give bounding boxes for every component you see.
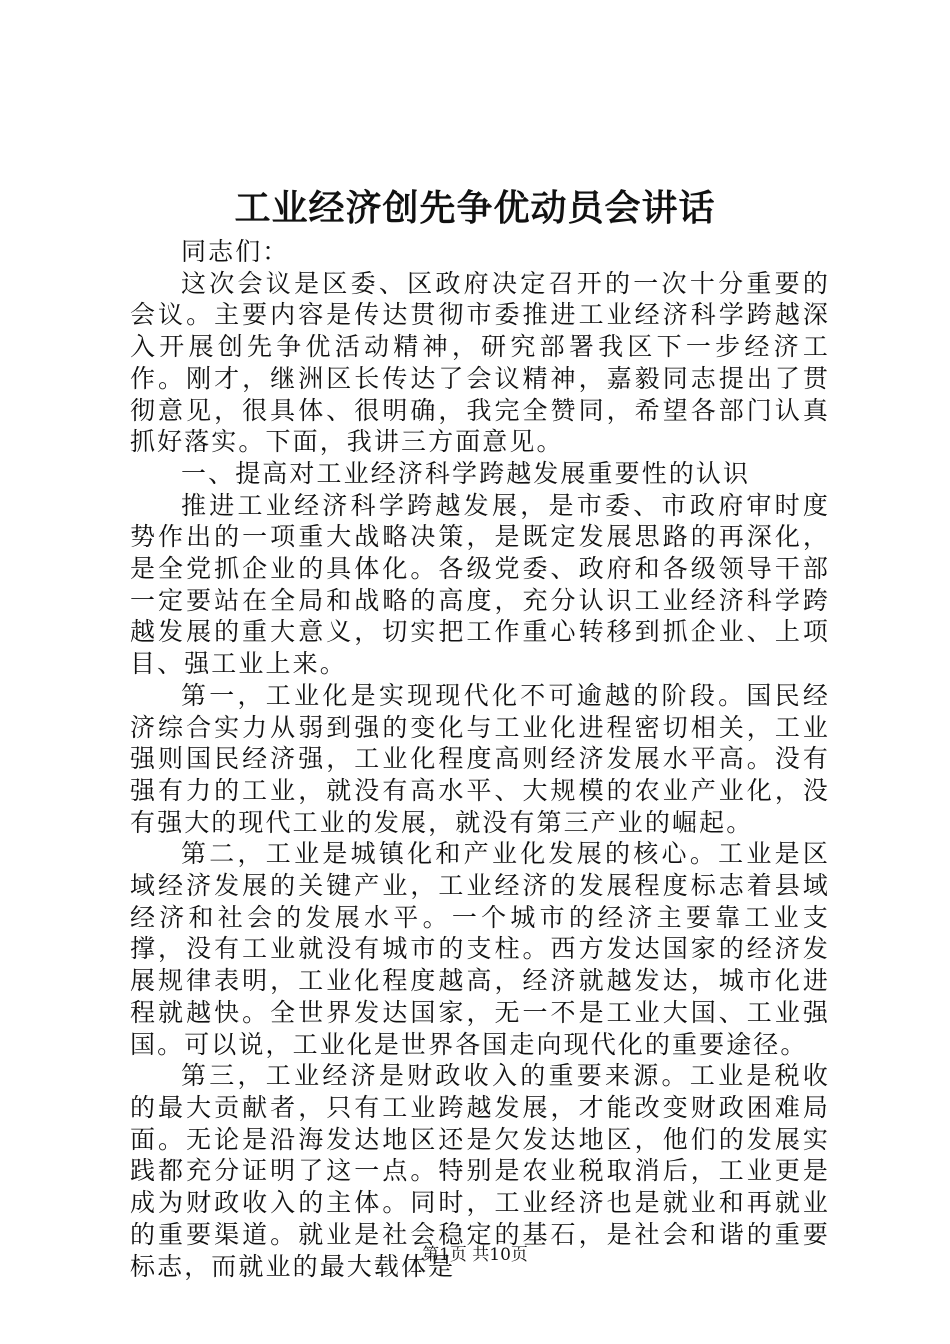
- document-title: 工业经济创先争优动员会讲话: [234, 187, 716, 229]
- salutation-paragraph: 同志们：: [181, 237, 290, 266]
- section-heading: 一、提高对工业经济科学跨越发展重要性的认识: [181, 458, 751, 488]
- page-footer: 第1页 共10页: [422, 1245, 528, 1265]
- body-paragraph: 推进工业经济科学跨越发展，是市委、市政府审时度势作出的一项重大战略决策，是既定发展思路的再深化，是全党抓企业的具体化。各级党委、政府和各级领导干部一定要站在全局和战略的高度，充分认识工业经济科学跨越发展的重大意义，切实把工作重心转移到抓企业、上项目、强工业上来。: [130, 490, 830, 679]
- document-body: [130, 236, 830, 1282]
- intro-paragraph: 这次会议是区委、区政府决定召开的一次十分重要的会议。主要内容是传达贯彻市委推进工业经济科学跨越深入开展创先争优活动精神，研究部署我区下一步经济工作。刚才，继洲区长传达了会议精神，嘉毅同志提出了贯彻意见，很具体、很明确，我完全赞同，希望各部门认真抓好落实。下面，我讲三方面意见。: [130, 268, 830, 457]
- body-paragraph: 第一，工业化是实现现代化不可逾越的阶段。国民经济综合实力从弱到强的变化与工业化进程密切相关，工业强则国民经济强，工业化程度高则经济发展水平高。没有强有力的工业，就没有高水平、大规模的农业产业化，没有强大的现代工业的发展，就没有第三产业的崛起。: [130, 680, 830, 837]
- body-paragraph: 第三，工业经济是财政收入的重要来源。工业是税收的最大贡献者，只有工业跨越发展，才能改变财政困难局面。无论是沿海发达地区还是欠发达地区，他们的发展实践都充分证明了这一点。特别是农业税取消后，工业更是成为财政收入的主体。同时，工业经济也是就业和再就业的重要渠道。就业是社会稳定的基石，是社会和谐的重要标志，而就业的最大载体是: [130, 1061, 830, 1281]
- body-paragraph: 第二，工业是城镇化和产业化发展的核心。工业是区域经济发展的关键产业，工业经济的发展程度标志着县域经济和社会的发展水平。一个城市的经济主要靠工业支撑，没有工业就没有城市的支柱。西方发达国家的经济发展规律表明，工业化程度越高，经济就越发达，城市化进程就越快。全世界发达国家，无一不是工业大国、工业强国。可以说，工业化是世界各国走向现代化的重要途径。: [130, 839, 830, 1059]
